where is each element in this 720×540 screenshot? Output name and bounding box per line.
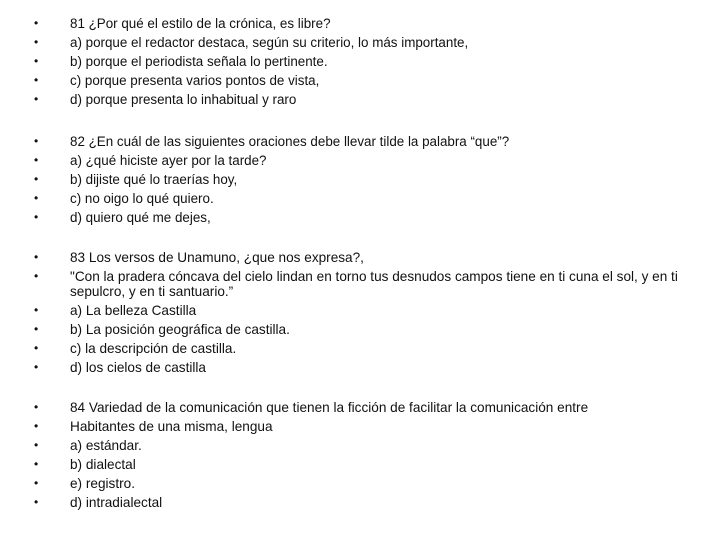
answer-option: • b) dialectal — [34, 457, 136, 472]
question-text: • 81 ¿Por qué el estilo de la crónica, es libre? — [34, 16, 331, 31]
bullet: • — [34, 476, 39, 490]
bullet: • — [34, 134, 39, 148]
answer-option: • a) porque el redactor destaca, según su criterio, lo más importante, — [34, 35, 469, 50]
answer-option: • d) quiero qué me dejes, — [34, 210, 211, 225]
answer-option: • a) ¿qué hiciste ayer por la tarde? — [34, 153, 267, 168]
bullet: • — [34, 16, 39, 30]
bullet: • — [34, 191, 39, 205]
bullet: • — [34, 172, 39, 186]
answer-option: • b) porque el periodista señala lo pertinente. — [34, 54, 328, 69]
bullet: • — [34, 341, 39, 355]
bullet: • — [34, 54, 39, 68]
question-83 — [30, 248, 710, 377]
bullet: • — [34, 419, 39, 433]
question-84 — [30, 398, 710, 512]
answer-option: • a) estándar. — [34, 438, 142, 453]
question-text: • 84 Variedad de la comunicación que tienen la ficción de facilitar la comunicación entre — [34, 400, 589, 415]
bullet: • — [34, 400, 39, 414]
bullet: • — [34, 360, 39, 374]
answer-option: • d) intradialectal — [34, 495, 163, 510]
bullet: • — [34, 35, 39, 49]
bullet: • — [34, 210, 39, 224]
question-text: • 83 Los versos de Unamuno, ¿que nos expresa?, — [34, 250, 364, 265]
bullet: • — [34, 438, 39, 452]
answer-option: • c) porque presenta varios pontos de vista, — [34, 73, 320, 88]
bullet: • — [34, 92, 39, 106]
answer-option: • b) dijiste qué lo traerías hoy, — [34, 172, 238, 187]
bullet: • — [34, 495, 39, 509]
question-text: • 82 ¿En cuál de las siguientes oraciones debe llevar tilde la palabra “que”? — [34, 134, 510, 149]
bullet: • — [34, 303, 39, 317]
answer-option: • c) la descripción de castilla. — [34, 341, 237, 356]
question-82 — [30, 132, 710, 227]
answer-option: • d) porque presenta lo inhabitual y raro — [34, 92, 297, 107]
question-text-continued: • Habitantes de una misma, lengua — [34, 419, 273, 434]
answer-option: • e) registro. — [34, 476, 135, 491]
bullet: • — [34, 322, 39, 336]
answer-option: • b) La posición geográfica de castilla. — [34, 322, 290, 337]
quoted-verse: • "Con la pradera cóncava del cielo lindan en torno tus desnudos campos tiene en ti cuna el sol, y en ti sepulcro, y en ti santuario.” — [34, 269, 678, 299]
bullet: • — [34, 269, 39, 283]
bullet: • — [34, 250, 39, 264]
answer-option: • a) La belleza Castilla — [34, 303, 197, 318]
question-81 — [30, 14, 710, 109]
answer-option: • c) no oigo lo qué quiero. — [34, 191, 214, 206]
bullet: • — [34, 73, 39, 87]
answer-option: • d) los cielos de castilla — [34, 360, 206, 375]
bullet: • — [34, 457, 39, 471]
bullet: • — [34, 153, 39, 167]
